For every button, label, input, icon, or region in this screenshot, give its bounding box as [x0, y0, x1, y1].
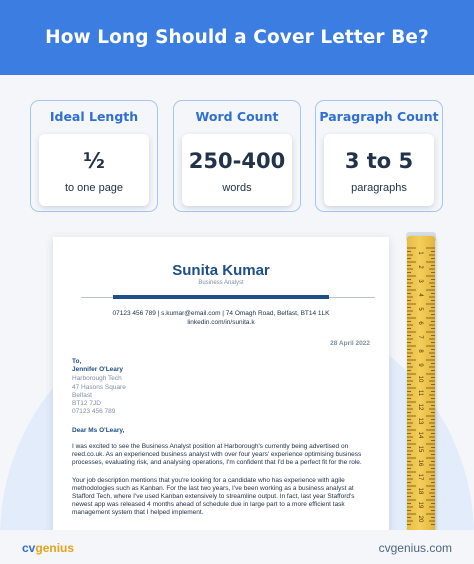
- stat-inner-card: [182, 134, 292, 206]
- ruler-number: 1: [417, 251, 423, 255]
- ruler-number: 15: [417, 445, 423, 453]
- brand-logo-main: cv: [22, 541, 36, 555]
- letter-applicant-role: Business Analyst: [198, 280, 244, 286]
- letter-paragraph-line: I was excited to see the Business Analyst position at Harborough's currently being advertised on: [72, 443, 349, 450]
- brand-logo: [22, 541, 74, 555]
- ruler-number: 10: [417, 375, 423, 383]
- ruler-number: 7: [417, 335, 423, 339]
- letter-applicant-name: Sunita Kumar: [172, 262, 270, 279]
- ruler-number: 4: [417, 293, 423, 297]
- header-banner: [0, 0, 474, 75]
- ruler-number: 20: [417, 515, 423, 523]
- ruler-number: 9: [417, 363, 423, 367]
- ruler-number: 3: [417, 279, 423, 283]
- ruler-number: 6: [417, 321, 423, 325]
- ruler-number: 19: [417, 501, 423, 509]
- stat-value: 250-400: [188, 149, 286, 173]
- stat-card-paragraph-count: [315, 100, 443, 212]
- stat-value: 3 to 5: [344, 149, 414, 173]
- ruler-illustration: [407, 236, 435, 536]
- brand-logo-accent: genius: [35, 541, 75, 555]
- letter-address-line: 47 Hasons Square: [72, 384, 126, 391]
- letter-address-line: 07123 456 789: [72, 408, 116, 415]
- ruler-number: 5: [417, 307, 423, 311]
- stat-inner-card: [39, 134, 149, 206]
- stat-value: ½: [83, 149, 105, 173]
- footer: [0, 530, 474, 564]
- letter-divider-bold: [113, 295, 329, 299]
- letter-paragraph-line: processes, evaluating risk, and analysing operations, I'm confident that I'd be a perfect fit for the role.: [72, 459, 362, 466]
- stat-label: Word Count: [195, 109, 279, 124]
- stat-unit: paragraphs: [351, 182, 407, 194]
- ruler-ticks: [407, 236, 435, 536]
- letter-address-line: BT12 7JD: [72, 400, 101, 407]
- page-title: How Long Should a Cover Letter Be?: [45, 27, 429, 48]
- ruler-number: 14: [417, 431, 423, 439]
- letter-to: To,: [72, 358, 82, 365]
- stat-label: Paragraph Count: [319, 109, 439, 124]
- letter-paragraph-line: management system that I helped implement.: [72, 509, 204, 516]
- ruler-number: 18: [417, 487, 423, 495]
- ruler-number: 8: [417, 349, 423, 353]
- letter-salutation: Dear Ms O'Leary,: [72, 427, 125, 434]
- stat-inner-card: [324, 134, 434, 206]
- ruler-number: 13: [417, 417, 423, 425]
- cover-letter-sample: [53, 237, 389, 537]
- ruler-number: 17: [417, 473, 423, 481]
- letter-paragraph-line: reed.co.uk. As an experienced business analyst with over four years' experience optimising business: [72, 451, 362, 458]
- stat-card-ideal-length: [30, 100, 158, 212]
- stat-unit: words: [222, 182, 252, 194]
- letter-address-line: Belfast: [72, 392, 92, 399]
- letter-address-line: Harborough Tech: [72, 375, 122, 382]
- ruler-number: 12: [417, 403, 423, 411]
- letter-contact-line: 07123 456 789 | s.kumar@email.com | 74 Omagh Road, Belfast, BT14 1LK: [112, 310, 330, 317]
- letter-linkedin: linkedin.com/in/sunita.k: [187, 319, 255, 326]
- site-url: cvgenius.com: [378, 541, 452, 555]
- letter-date: 28 April 2022: [330, 340, 370, 347]
- letter-paragraph-line: newest app was released 4 months ahead of schedule due in large part to a more efficient task: [72, 501, 345, 508]
- ruler-number: 2: [417, 265, 423, 269]
- ruler-number: 16: [417, 459, 423, 467]
- stat-card-word-count: [173, 100, 301, 212]
- letter-recipient: Jennifer O'Leary: [72, 366, 124, 373]
- stat-unit: to one page: [64, 182, 124, 194]
- ruler-number: 11: [417, 389, 423, 397]
- stat-label: Ideal Length: [49, 109, 139, 124]
- letter-paragraph-line: Your job description mentions that you're looking for a candidate who has experience with agile: [72, 477, 345, 484]
- letter-paragraph-line: Stafford Tech, where I've used Kanban extensively to streamline output. In fact, last year Stafford's: [72, 493, 355, 500]
- letter-paragraph-line: methodologies such as Kanban. For the last two years, I've been working as a business analyst at: [72, 485, 354, 492]
